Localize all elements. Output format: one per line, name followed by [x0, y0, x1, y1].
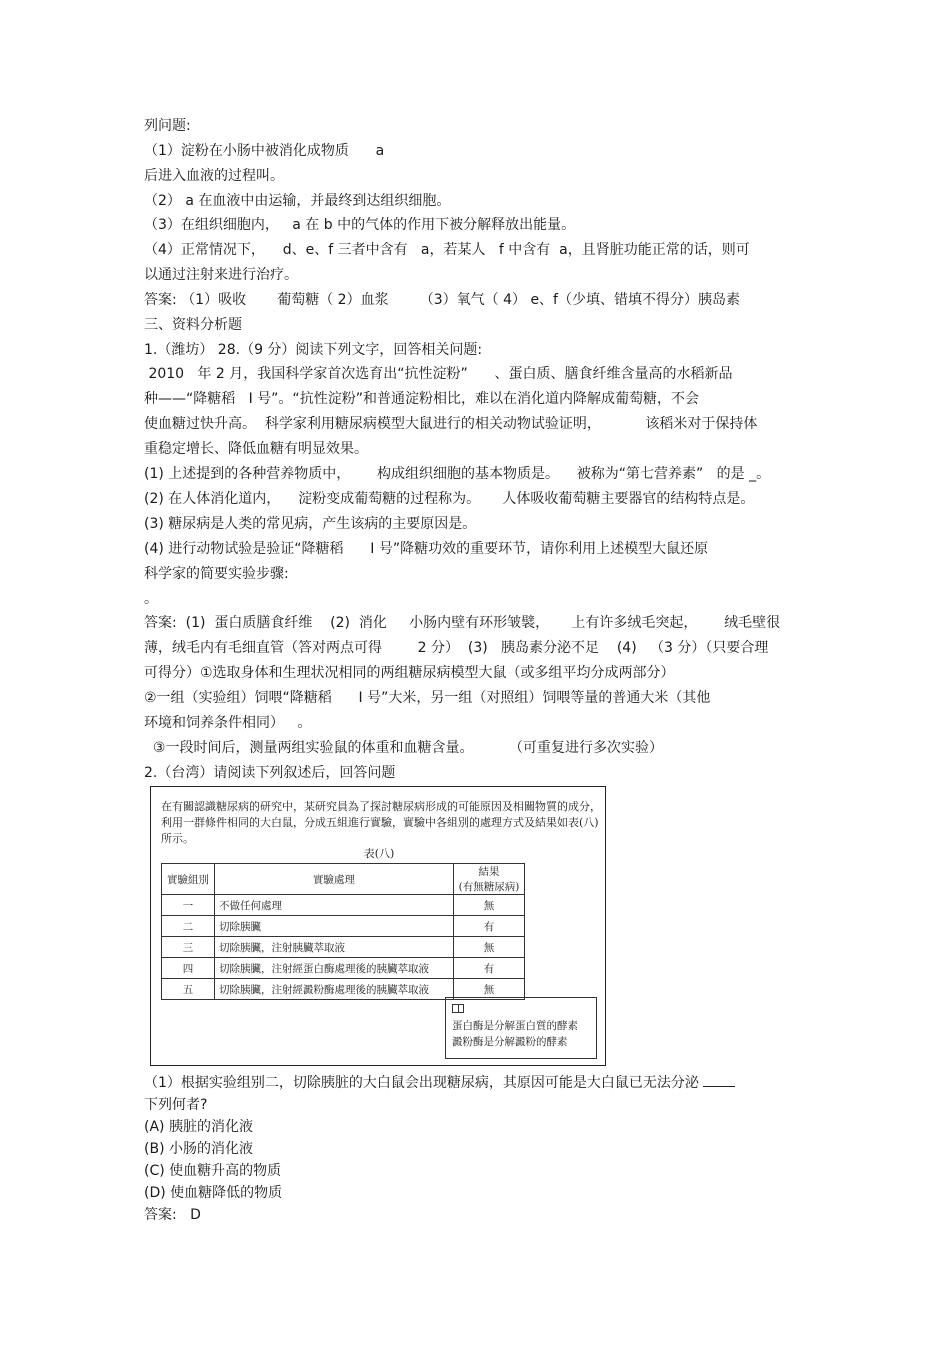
header-treatment: 實驗處理: [215, 864, 454, 895]
question-text: （1）根据实验组别二，切除胰脏的大白鼠会出现糖尿病，其原因可能是大白鼠已无法分泌: [144, 1075, 704, 1091]
cell-group: 一: [162, 895, 215, 916]
cell-group: 二: [162, 916, 215, 937]
answer-blank: [703, 1073, 735, 1087]
question-line: 下列何者?: [144, 1097, 208, 1113]
note-line: 蛋白酶是分解蛋白質的酵素: [452, 1020, 578, 1032]
option-c: (C) 使血糖升高的物质: [144, 1163, 282, 1179]
table-row: [162, 958, 525, 979]
text-line: （3）在组织细胞内， a 在 b 中的气体的作用下被分解释放出能量。: [144, 217, 576, 233]
section-heading: 三、资料分析题: [144, 317, 242, 333]
text-line: 环境和饲养条件相同） 。: [144, 715, 312, 731]
text-line: (2) 在人体消化道内， 淀粉变成葡萄糖的过程称为。 人体吸收葡萄糖主要器官的结构特点是。: [144, 491, 755, 507]
text-line: 种——“降糖稻 Ⅰ 号”。“抗性淀粉”和普通淀粉相比，难以在消化道内降解成葡萄糖，不会: [144, 391, 699, 407]
cell-result: 無: [454, 979, 525, 1000]
cell-group: 五: [162, 979, 215, 1000]
cell-group: 四: [162, 958, 215, 979]
experiment-figure: [150, 786, 606, 1066]
enzyme-note-box: [445, 997, 597, 1059]
cell-result: 無: [454, 895, 525, 916]
text-line: (4) 进行动物试验是验证“降糖稻 Ⅰ 号”降糖功效的重要环节，请你利用上述模型大鼠还原: [144, 541, 709, 557]
header-result: [454, 864, 525, 895]
text-line: 使血糖过快升高。 科学家利用糖尿病模型大鼠进行的相关动物试验证明， 该稻米对于保持体: [144, 416, 758, 432]
cell-group: 三: [162, 937, 215, 958]
question-line: [144, 1073, 735, 1093]
text-line: 答案: （1）吸收 葡萄糖（ 2）血浆 （3）氧气（ 4） e、f（少填、错填不得分）胰岛素: [144, 292, 740, 308]
text-line: 可得分）①选取身体和生理状况相同的两组糖尿病模型大鼠（或多组平均分成两部分）: [144, 665, 675, 681]
text-line: 答案: (1) 蛋白质膳食纤维 (2) 消化 小肠内壁有环形皱襞， 上有许多绒毛突起， 绒毛壁很: [144, 615, 781, 631]
table-row: [162, 916, 525, 937]
cell-treatment: 不做任何處理: [215, 895, 454, 916]
table-row: [162, 937, 525, 958]
header-group: 實驗組別: [162, 864, 215, 895]
cell-result: 有: [454, 958, 525, 979]
option-d: (D) 使血糖降低的物质: [144, 1185, 283, 1201]
header-result-line1: 結果: [478, 866, 500, 878]
table-row: [162, 895, 525, 916]
table-caption: 表(八): [363, 847, 395, 860]
cell-treatment: 切除胰臟，注射胰臟萃取液: [215, 937, 454, 958]
text-line: (1) 上述提到的各种营养物质中， 构成组织细胞的基本物质是。 被称为“第七营养素” 的是 _。: [144, 466, 771, 482]
experiment-table: [161, 863, 525, 1000]
answer-line: 答案: D: [144, 1207, 201, 1223]
text-line: ②一组（实验组）饲喂“降糖稻 Ⅰ 号”大米，另一组（对照组）饲喂等量的普通大米（其他: [144, 690, 711, 706]
table-header-row: [162, 864, 525, 895]
text-line: 重稳定增长、降低血糖有明显效果。: [144, 441, 368, 457]
option-b: (B) 小肠的消化液: [144, 1141, 253, 1157]
cell-treatment: 切除胰臟: [215, 916, 454, 937]
note-line: 澱粉酶是分解澱粉的酵素: [452, 1036, 568, 1048]
text-line: （4）正常情况下， d、e、f 三者中含有 a，若某人 f 中含有 a，且肾脏功能正常的话，则可: [144, 242, 750, 258]
text-line: 。: [144, 591, 158, 607]
cell-treatment: 切除胰臟，注射經澱粉酶處理後的胰臟萃取液: [215, 979, 454, 1000]
text-line: 后进入血液的过程叫。: [144, 168, 284, 184]
text-line: （1）淀粉在小肠中被消化成物质 a: [144, 143, 385, 159]
text-line: 以通过注射来进行治疗。: [144, 267, 298, 283]
option-a: (A) 胰脏的消化液: [144, 1119, 253, 1135]
text-line: (3) 糖尿病是人类的常见病，产生该病的主要原因是。: [144, 516, 477, 532]
text-line: 2.（台湾）请阅读下列叙述后，回答问题: [144, 765, 396, 781]
text-line: 2010 年 2 月，我国科学家首次选育出“抗性淀粉” 、蛋白质、膳食纤维含量高的水稻新品: [144, 366, 733, 382]
text-line: 列问题:: [144, 118, 191, 134]
figure-intro: 在有關認識糖尿病的研究中，某研究員為了探討糖尿病形成的可能原因及相關物質的成分，利用一群條件相同的大白鼠，分成五組進行實驗，實驗中各組別的處理方式及結果如表(八)所示。: [161, 800, 601, 845]
cell-treatment: 切除胰臟，注射經蛋白酶處理後的胰臟萃取液: [215, 958, 454, 979]
text-line: ③一段时间后，测量两组实验鼠的体重和血糖含量。 （可重复进行多次实验）: [144, 740, 664, 756]
text-line: 薄，绒毛内有毛细直管（答对两点可得 2 分） (3) 胰岛素分泌不足 (4) （3 分）（只要合理: [144, 640, 769, 656]
text-line: （2） a 在血液中由运输，并最终到达组织细胞。: [144, 193, 451, 209]
header-result-line2: (有無糖尿病): [458, 881, 520, 893]
book-icon: [452, 1004, 464, 1013]
cell-result: 無: [454, 937, 525, 958]
text-line: 科学家的简要实验步骤:: [144, 566, 289, 582]
cell-result: 有: [454, 916, 525, 937]
text-line: 1.（潍坊） 28.（9 分）阅读下列文字，回答相关问题:: [144, 342, 483, 358]
